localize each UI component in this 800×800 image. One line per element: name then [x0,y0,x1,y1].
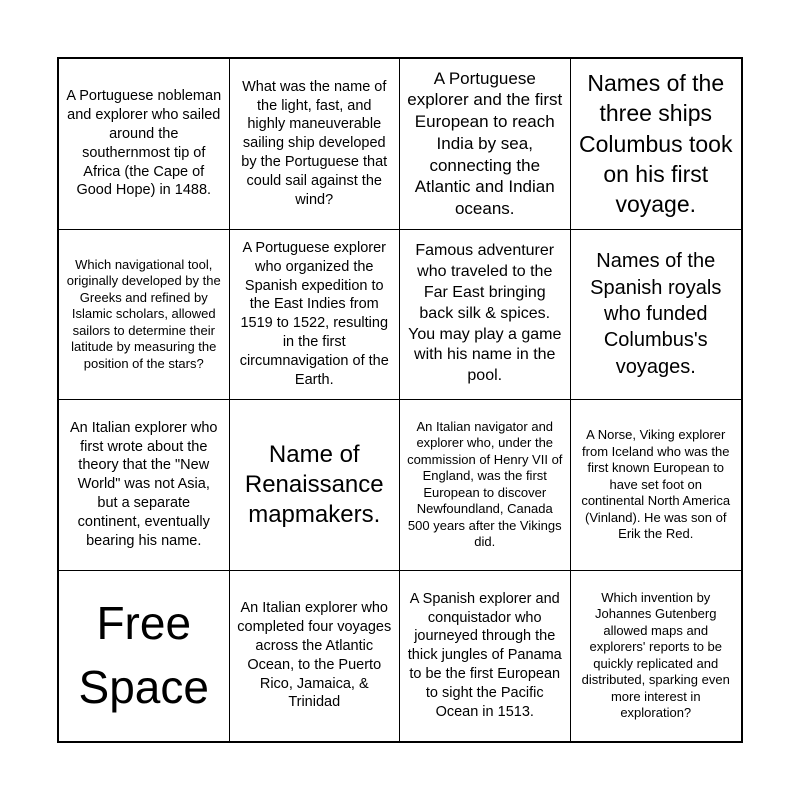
bingo-cell[interactable] [400,230,571,401]
cell-text: Which navigational tool, originally developed by the Greeks and refined by Islamic scholars, allowed sailors to determine their latitude by measuring the position of the stars? [66,256,221,371]
bingo-cell[interactable] [230,59,401,230]
cell-text: Names of the three ships Columbus took on his first voyage. [579,69,733,218]
cell-text: A Portuguese explorer and the first European to reach India by sea, connecting the Atlantic and Indian oceans. [407,68,563,219]
bingo-cell[interactable] [400,400,571,571]
bingo-cell[interactable] [230,400,401,571]
cell-text: An Italian explorer who completed four voyages across the Atlantic Ocean, to the Puerto Rico, Jamaica, & Trinidad [237,600,392,711]
cell-text: Famous adventurer who traveled to the Far East bringing back silk & spices. You may play a game with his name in the pool. [408,242,562,385]
bingo-cell[interactable] [400,59,571,230]
cell-text: A Portuguese nobleman and explorer who sailed around the southernmost tip of Africa (the Cape of Good Hope) in 1488. [66,88,222,199]
free-space-cell[interactable] [59,571,230,742]
bingo-cell[interactable] [59,230,230,401]
cell-text: Which invention by Johannes Gutenberg allowed maps and explorers' reports to be quickly replicated and distributed, sparking even more interest in exploration? [581,589,730,721]
cell-text: Free Space [78,597,209,713]
bingo-cell[interactable] [571,571,742,742]
bingo-cell[interactable] [400,571,571,742]
cell-text: An Italian explorer who first wrote about the theory that the "New World" was not Asia, but a separate continent, eventually bearing his name. [70,419,218,549]
bingo-cell[interactable] [571,400,742,571]
cell-text: An Italian navigator and explorer who, under the commission of Henry VII of England, was the first European to discover Newfoundland, Canada 500 years after the Vikings did. [407,418,563,550]
cell-text: A Portuguese explorer who organized the Spanish expedition to the East Indies from 1519 to 1522, resulting in the first circumnavigation of the Earth. [239,239,389,388]
cell-text: A Norse, Viking explorer from Iceland who was the first known European to have set foot on continental North America (Vinland). He was son of Erik the Red. [581,427,731,541]
bingo-cell[interactable] [230,230,401,401]
bingo-cell[interactable] [230,571,401,742]
cell-text: Names of the Spanish royals who funded Columbus's voyages. [590,250,722,378]
bingo-board [57,57,743,743]
bingo-cell[interactable] [59,400,230,571]
cell-text: A Spanish explorer and conquistador who journeyed through the thick jungles of Panama to be the first European to sight the Pacific Ocean in 1513. [407,590,562,720]
bingo-cell[interactable] [571,59,742,230]
bingo-cell[interactable] [59,59,230,230]
cell-text: What was the name of the light, fast, and highly maneuverable sailing ship developed by the Portuguese that could sail against the wind? [241,78,388,208]
cell-text: Name of Renaissance mapmakers. [244,440,384,528]
bingo-cell[interactable] [571,230,742,401]
